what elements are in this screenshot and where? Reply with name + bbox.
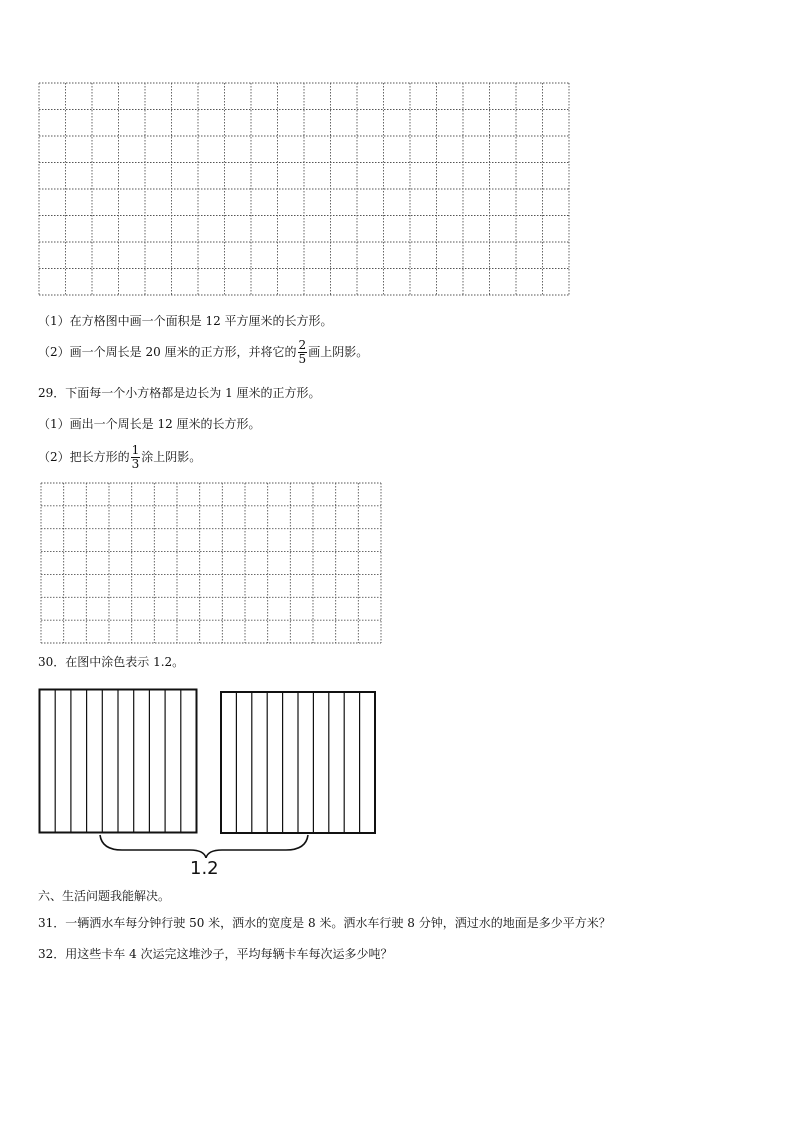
q29-title: 29．下面每一个小方格都是边长为 1 厘米的正方形。 [38,386,321,400]
q30-title: 30．在图中涂色表示 1.2。 [38,655,185,669]
fraction-one-third: $\frac{1}{3}$ [131,443,140,471]
grid-15x7 [40,482,382,644]
section6-title: 六、生活问题我能解决。 [38,889,171,903]
fraction-two-fifths: $\frac{2}{5}$ [298,338,307,366]
q29-part2: （2）把长方形的 $\frac{1}{3}$ 涂上阴影。 [38,443,202,471]
q31: 31．一辆洒水车每分钟行驶 50 米，洒水的宽度是 8 米。洒水车行驶 8 分钟，洒过水的地面是多少平方米？ [38,916,611,930]
brace-label: 1.2 [190,858,219,879]
decimal-strips-figure [38,688,380,858]
curly-brace [100,835,308,858]
grid-20x8 [38,82,570,296]
q28-part2: （2）画一个周长是 20 厘米的正方形，并将它的 $\frac{2}{5}$ 画上阴影。 [38,338,369,366]
q32: 32．用这些卡车 4 次运完这堆沙子，平均每辆卡车每次运多少吨？ [38,947,393,961]
q28-part1: （1）在方格图中画一个面积是 12 平方厘米的长方形。 [38,314,333,328]
q29-part1: （1）画出一个周长是 12 厘米的长方形。 [38,417,261,431]
